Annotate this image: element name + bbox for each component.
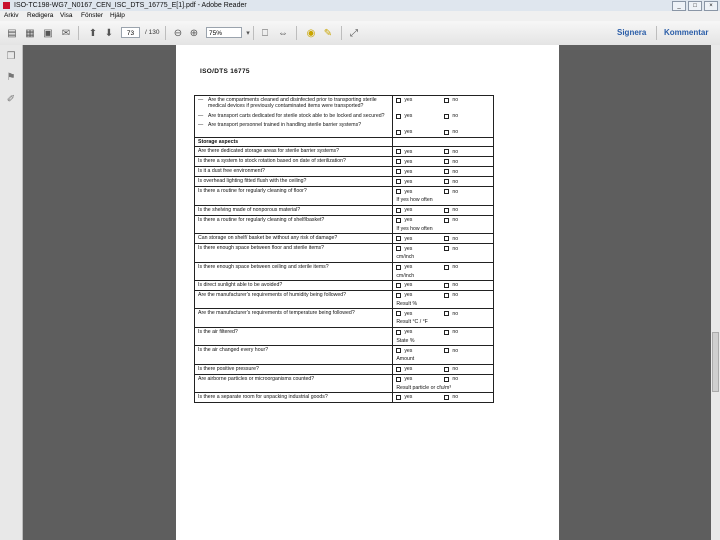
highlight-icon[interactable]: ✎: [323, 27, 333, 39]
yes-checkbox[interactable]: [396, 236, 401, 241]
menu-item-arkiv[interactable]: Arkiv: [4, 12, 19, 19]
no-checkbox[interactable]: [444, 395, 449, 400]
toolbar-separator: [296, 26, 297, 40]
adobe-reader-icon: [3, 2, 10, 9]
answer-cell: [393, 281, 494, 291]
yes-checkbox[interactable]: [396, 265, 401, 270]
question-text: Is there a routine for regularly cleaning of shelf/basket?: [195, 215, 393, 233]
no-checkbox[interactable]: [444, 189, 449, 194]
close-button[interactable]: ×: [704, 1, 718, 11]
question-text: Is there enough space between floor and sterile items?: [195, 244, 393, 262]
yes-no-options: yes no: [396, 158, 490, 165]
window-controls: [672, 1, 718, 11]
table-row: [195, 327, 494, 345]
question-text: Are there dedicated storage areas for sterile barrier systems?: [195, 147, 393, 157]
table-row: [195, 234, 494, 244]
answer-cell: [393, 167, 494, 177]
email-icon[interactable]: ✉: [61, 27, 71, 39]
intro-answers-cell: [393, 96, 494, 138]
yes-checkbox[interactable]: [396, 159, 401, 164]
scrollbar-thumb[interactable]: [712, 332, 719, 392]
save-icon[interactable]: ▣: [43, 27, 53, 39]
answer-cell: [393, 147, 494, 157]
answer-cell: [393, 234, 494, 244]
answer-cell: [393, 215, 494, 233]
question-text: Is the shelving made of nonporous material?: [195, 205, 393, 215]
no-checkbox[interactable]: [444, 98, 449, 103]
no-checkbox[interactable]: [444, 283, 449, 288]
table-row: [195, 364, 494, 374]
yes-checkbox[interactable]: [396, 311, 401, 316]
no-checkbox[interactable]: [444, 208, 449, 213]
comment-button[interactable]: Kommentar: [664, 28, 709, 37]
yes-no-options: yes no: [396, 148, 490, 155]
yes-no-options: yes no: [396, 178, 490, 185]
menu-bar: [0, 11, 720, 21]
answer-note: If yes how often: [396, 225, 433, 232]
prev-page-icon[interactable]: ⬆: [88, 27, 98, 39]
menu-item-redigera[interactable]: Redigera: [27, 12, 54, 19]
answer-cell: [393, 393, 494, 403]
no-checkbox[interactable]: [444, 169, 449, 174]
yes-checkbox[interactable]: [396, 149, 401, 154]
answer-note: cm/inch: [396, 272, 415, 279]
minimize-button[interactable]: _: [672, 1, 686, 11]
yes-no-options: yes no: [396, 282, 490, 289]
toolbar-separator: [341, 26, 342, 40]
question-text: Is the air changed every hour?: [195, 346, 393, 364]
table-row: [195, 309, 494, 327]
answer-cell: [393, 309, 494, 327]
yes-checkbox[interactable]: [396, 395, 401, 400]
yes-no-options: yes no: [396, 97, 490, 104]
no-checkbox[interactable]: [444, 330, 449, 335]
yes-no-options: yes no: [396, 168, 490, 175]
vertical-scrollbar[interactable]: [711, 45, 720, 540]
question-text: Is overhead lighting fitted flush with the ceiling?: [195, 177, 393, 187]
no-checkbox[interactable]: [444, 218, 449, 223]
navigation-panel: [0, 45, 23, 540]
answer-cell: [393, 364, 494, 374]
sticky-note-icon[interactable]: ◉: [306, 27, 316, 39]
yes-checkbox[interactable]: [396, 293, 401, 298]
sign-button[interactable]: Signera: [617, 28, 647, 37]
yes-checkbox[interactable]: [396, 367, 401, 372]
no-checkbox[interactable]: [444, 293, 449, 298]
answer-note: Amount: [396, 356, 415, 363]
zoom-out-icon[interactable]: ⊖: [173, 27, 183, 39]
list-item: — Are transport personnel trained in handling sterile barrier systems?: [198, 122, 362, 129]
attachments-icon[interactable]: ✐: [6, 93, 16, 105]
answer-cell: [393, 262, 494, 280]
question-text: Can storage on shelf/ basket be without any risk of damage?: [195, 234, 393, 244]
no-checkbox[interactable]: [444, 377, 449, 382]
question-text: Is there a routine for regularly cleaning of floor?: [195, 187, 393, 205]
yes-no-options: yes no: [396, 129, 490, 136]
yes-checkbox[interactable]: [396, 169, 401, 174]
yes-no-options: yes no: [396, 366, 490, 373]
yes-no-options: yes no: [396, 113, 490, 120]
table-row: [195, 262, 494, 280]
table-cell: [393, 138, 494, 147]
no-checkbox[interactable]: [444, 179, 449, 184]
table-row: [195, 96, 494, 138]
table-row: [195, 138, 494, 147]
menu-item-hjalp[interactable]: Hjälp: [110, 12, 125, 19]
bookmarks-icon[interactable]: ⚑: [6, 71, 16, 83]
question-text: Is it a dust free environment?: [195, 167, 393, 177]
open-icon[interactable]: ▤: [7, 27, 17, 39]
table-row: [195, 244, 494, 262]
window-title: ISO-TC198-WG7_N0167_CEN_ISC_DTS_16775_E[1].pdf - Adobe Reader: [14, 2, 247, 9]
toolbar: [0, 21, 720, 46]
answer-cell: [393, 157, 494, 167]
document-id: ISO/DTS 16775: [200, 68, 250, 75]
section-title: Storage aspects: [195, 138, 393, 147]
question-text: Are the manufacturer's requirements of humidity being followed?: [195, 291, 393, 309]
table-row: [195, 393, 494, 403]
checklist-table: [194, 95, 494, 403]
page-thumbnails-icon[interactable]: ❐: [6, 50, 16, 62]
print-icon[interactable]: ▦: [25, 27, 35, 39]
yes-checkbox[interactable]: [396, 330, 401, 335]
no-checkbox[interactable]: [444, 159, 449, 164]
no-checkbox[interactable]: [444, 311, 449, 316]
question-text: Is the air filtered?: [195, 327, 393, 345]
toolbar-separator: [253, 26, 254, 40]
answer-note: Result °C / °F: [396, 319, 428, 326]
answer-note: Result %: [396, 301, 418, 308]
fullscreen-icon[interactable]: ⤢: [350, 27, 358, 39]
maximize-button[interactable]: □: [688, 1, 702, 11]
yes-checkbox[interactable]: [396, 98, 401, 103]
answer-cell: [393, 187, 494, 205]
yes-no-options: yes no: [396, 235, 490, 242]
toolbar-separator: [165, 26, 166, 40]
no-checkbox[interactable]: [444, 130, 449, 135]
page-number-input[interactable]: 73: [121, 27, 140, 38]
table-row: [195, 177, 494, 187]
yes-checkbox[interactable]: [396, 179, 401, 184]
chevron-down-icon[interactable]: ▾: [246, 30, 250, 37]
yes-checkbox[interactable]: [396, 114, 401, 119]
yes-no-options: yes no: [396, 376, 490, 383]
no-checkbox[interactable]: [444, 246, 449, 251]
no-checkbox[interactable]: [444, 367, 449, 372]
answer-note: cm/inch: [396, 254, 415, 261]
yes-no-options: yes no: [396, 245, 490, 252]
table-row: [195, 291, 494, 309]
answer-cell: [393, 244, 494, 262]
menu-item-fonster[interactable]: Fönster: [81, 12, 104, 19]
intro-questions-cell: [195, 96, 393, 138]
answer-cell: [393, 205, 494, 215]
answer-note: State %: [396, 337, 415, 344]
list-item: — Are transport carts dedicated for sterile stock able to be locked and secured?: [198, 112, 385, 119]
yes-no-options: yes no: [396, 264, 490, 271]
table-row: [195, 167, 494, 177]
list-item: — Are the compartments cleaned and disinfected prior to transporting sterile medical devices if previously contaminated items were transported?: [198, 97, 377, 110]
no-checkbox[interactable]: [444, 149, 449, 154]
yes-no-options: yes no: [396, 292, 490, 299]
table-row: [195, 215, 494, 233]
no-checkbox[interactable]: [444, 348, 449, 353]
page-total: / 130: [145, 29, 160, 36]
no-checkbox[interactable]: [444, 236, 449, 241]
table-row: [195, 374, 494, 392]
yes-no-options: yes no: [396, 188, 490, 195]
answer-cell: [393, 374, 494, 392]
toolbar-separator: [656, 26, 657, 40]
yes-no-options: yes no: [396, 329, 490, 336]
answer-cell: [393, 177, 494, 187]
question-text: Is there a system to stock rotation based on date of sterilization?: [195, 157, 393, 167]
table-row: [195, 157, 494, 167]
yes-checkbox[interactable]: [396, 189, 401, 194]
yes-checkbox[interactable]: [396, 130, 401, 135]
table-row: [195, 187, 494, 205]
question-text: Is there positive pressure?: [195, 364, 393, 374]
answer-note: Result particle or cfu/m³: [396, 384, 452, 391]
zoom-in-icon[interactable]: ⊕: [189, 27, 199, 39]
yes-no-options: yes no: [396, 207, 490, 214]
fit-page-icon[interactable]: ⎕: [262, 27, 268, 39]
toolbar-separator: [78, 26, 79, 40]
question-text: Is direct sunlight able to be avoided?: [195, 281, 393, 291]
yes-checkbox[interactable]: [396, 377, 401, 382]
window-titlebar: [0, 0, 720, 11]
next-page-icon[interactable]: ⬇: [104, 27, 114, 39]
table-row: [195, 281, 494, 291]
no-checkbox[interactable]: [444, 114, 449, 119]
yes-no-options: yes no: [396, 347, 490, 354]
question-text: Is there enough space between ceiling and sterile items?: [195, 262, 393, 280]
table-row: [195, 346, 494, 364]
question-text: Are the manufacturer's requirements of temperature being followed?: [195, 309, 393, 327]
yes-checkbox[interactable]: [396, 218, 401, 223]
answer-note: If yes how often: [396, 197, 433, 204]
yes-no-options: yes no: [396, 394, 490, 401]
fit-width-icon[interactable]: ⇔: [278, 27, 288, 39]
yes-checkbox[interactable]: [396, 348, 401, 353]
answer-cell: [393, 291, 494, 309]
yes-checkbox[interactable]: [396, 246, 401, 251]
answer-cell: [393, 327, 494, 345]
zoom-select[interactable]: 75%: [206, 27, 242, 38]
yes-checkbox[interactable]: [396, 283, 401, 288]
menu-item-visa[interactable]: Visa: [60, 12, 73, 19]
no-checkbox[interactable]: [444, 265, 449, 270]
question-text: Is there a separate room for unpacking industrial goods?: [195, 393, 393, 403]
yes-no-options: yes no: [396, 310, 490, 317]
answer-cell: [393, 346, 494, 364]
yes-no-options: yes no: [396, 217, 490, 224]
table-row: [195, 147, 494, 157]
table-row: [195, 205, 494, 215]
yes-checkbox[interactable]: [396, 208, 401, 213]
question-text: Are airborne particles or microorganisms counted?: [195, 374, 393, 392]
